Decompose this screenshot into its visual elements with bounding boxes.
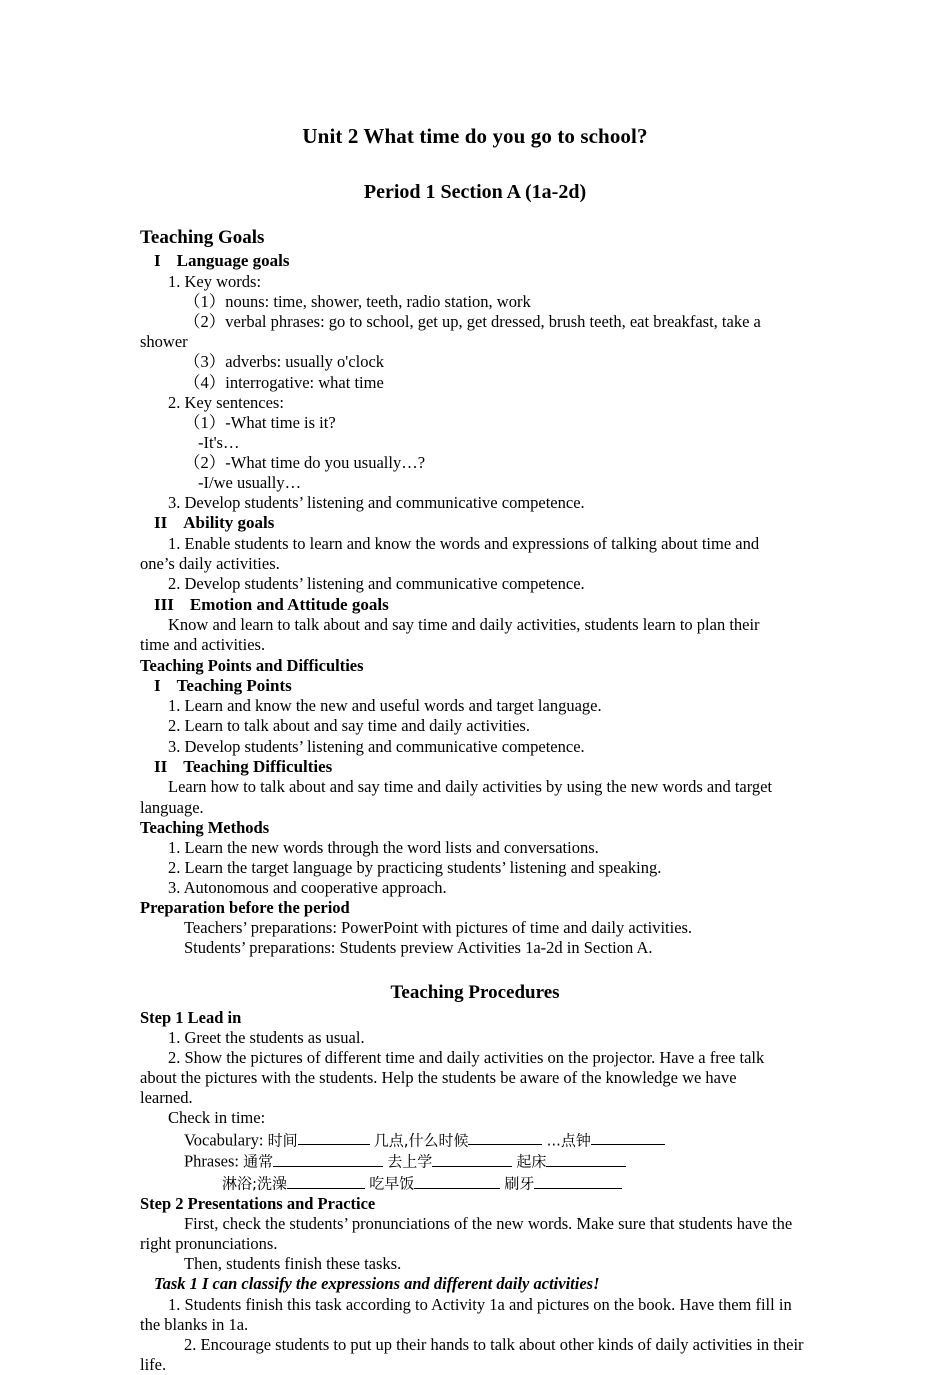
text-line: life. [140,1354,167,1374]
preparation-heading: Preparation before the period [140,898,350,918]
teaching-procedures-heading: Teaching Procedures [390,981,560,1003]
fill-in-word: 几点,什么时候 [373,1131,469,1150]
text-line: （2）verbal phrases: go to school, get up, get dressed, brush teeth, eat breakfast, take a [184,312,761,332]
text-line: （3）adverbs: usually o'clock [184,352,385,372]
text-line: 3. Develop students’ listening and communicative competence. [168,736,585,756]
text-line: time and activities. [140,635,266,655]
fill-in-word: 去上学 [387,1152,433,1171]
step1-heading: Step 1 Lead in [140,1007,242,1027]
answer-blank[interactable] [432,1150,512,1167]
teaching-methods-lines [140,838,810,898]
step1-lines [140,1028,810,1109]
text-line: the blanks in 1a. [140,1314,249,1334]
text-line: right pronunciations. [140,1234,278,1254]
answer-blank[interactable] [468,1129,542,1146]
text-line: about the pictures with the students. Help the students be aware of the knowledge we have [140,1068,737,1088]
fill-in-row [184,1172,810,1194]
text-line: learned. [140,1088,193,1108]
text-line: Teachers’ preparations: PowerPoint with pictures of time and daily activities. [184,918,693,938]
text-line: Then, students finish these tasks. [184,1254,402,1274]
subsection-heading: II Ability goals [154,513,275,533]
teaching-methods-heading: Teaching Methods [140,817,270,837]
fill-in-word: 刷牙 [504,1174,535,1193]
text-line: 1. Learn and know the new and useful words and target language. [168,696,602,716]
fill-in-row-label: Phrases: [184,1151,244,1171]
text-line: 1. Key words: [168,271,262,291]
text-line: one’s daily activities. [140,554,280,574]
task1-heading: Task 1 I can classify the expressions and different daily activities! [154,1274,600,1294]
text-line: 1. Students finish this task according to Activity 1a and pictures on the book. Have them fill in [168,1294,792,1314]
text-line: 2. Learn the target language by practicing students’ listening and speaking. [168,857,662,877]
text-line: Students’ preparations: Students preview Activities 1a-2d in Section A. [184,938,653,958]
answer-blank[interactable] [287,1172,365,1189]
check-in-time-label: Check in time: [168,1108,266,1128]
text-line: 2. Key sentences: [168,392,284,412]
fill-in-word: 时间 [267,1131,298,1150]
subsection-heading: I Language goals [154,251,290,271]
text-line: （1）-What time is it? [184,412,336,432]
page-title: Unit 2 What time do you go to school? [302,124,648,148]
text-line: （2）-What time do you usually…? [184,453,426,473]
fill-in-row [184,1129,810,1151]
step2-lines [140,1214,810,1274]
fill-in-table [140,1129,810,1194]
document-body [140,124,810,1375]
subsection-heading: II Teaching Difficulties [154,756,333,776]
text-line: 2. Develop students’ listening and communicative competence. [168,574,585,594]
goal-sections [140,251,810,655]
answer-blank[interactable] [534,1172,622,1189]
teaching-points-heading: Teaching Points and Difficulties [140,655,364,675]
step2-heading: Step 2 Presentations and Practice [140,1193,376,1213]
text-line: 2. Show the pictures of different time and daily activities on the projector. Have a free talk [168,1048,765,1068]
answer-blank[interactable] [298,1129,370,1146]
answer-blank[interactable] [591,1129,665,1146]
answer-blank[interactable] [273,1150,383,1167]
answer-blank[interactable] [414,1172,500,1189]
fill-in-row-label: Vocabulary: [184,1130,268,1150]
text-line: （4）interrogative: what time [184,372,384,392]
fill-in-word: 起床 [516,1152,547,1171]
answer-blank[interactable] [546,1150,626,1167]
subsection-heading: III Emotion and Attitude goals [154,594,389,614]
text-line: 2. Learn to talk about and say time and daily activities. [168,716,530,736]
text-line: （1）nouns: time, shower, teeth, radio station, work [184,292,531,312]
fill-in-row [184,1150,810,1172]
text-line: 2. Encourage students to put up their hands to talk about other kinds of daily activities in their [184,1334,804,1354]
text-line: 3. Develop students’ listening and communicative competence. [168,493,585,513]
page-subtitle: Period 1 Section A (1a-2d) [363,180,587,203]
teaching-goals-heading: Teaching Goals [140,227,265,248]
text-line: 1. Enable students to learn and know the words and expressions of talking about time and [168,534,760,554]
fill-in-word: ...点钟 [546,1131,591,1150]
text-line: language. [140,797,204,817]
point-sections [140,676,810,818]
fill-in-word: 通常 [243,1152,274,1171]
fill-in-word: 吃早饭 [369,1174,415,1193]
task1-lines [140,1295,810,1375]
subsection-heading: I Teaching Points [154,675,292,695]
text-line: 1. Greet the students as usual. [168,1027,365,1047]
preparation-lines [140,918,810,958]
text-line: -It's… [198,432,240,452]
text-line: -I/we usually… [198,473,302,493]
text-line: First, check the students’ pronunciations of the new words. Make sure that students have the [184,1214,793,1234]
text-line: shower [140,332,188,352]
text-line: Know and learn to talk about and say time and daily activities, students learn to plan their [168,615,760,635]
text-line: 1. Learn the new words through the word lists and conversations. [168,837,599,857]
text-line: Learn how to talk about and say time and daily activities by using the new words and target [168,777,773,797]
text-line: 3. Autonomous and cooperative approach. [168,878,447,898]
fill-in-word: 淋浴;洗澡 [222,1174,288,1193]
